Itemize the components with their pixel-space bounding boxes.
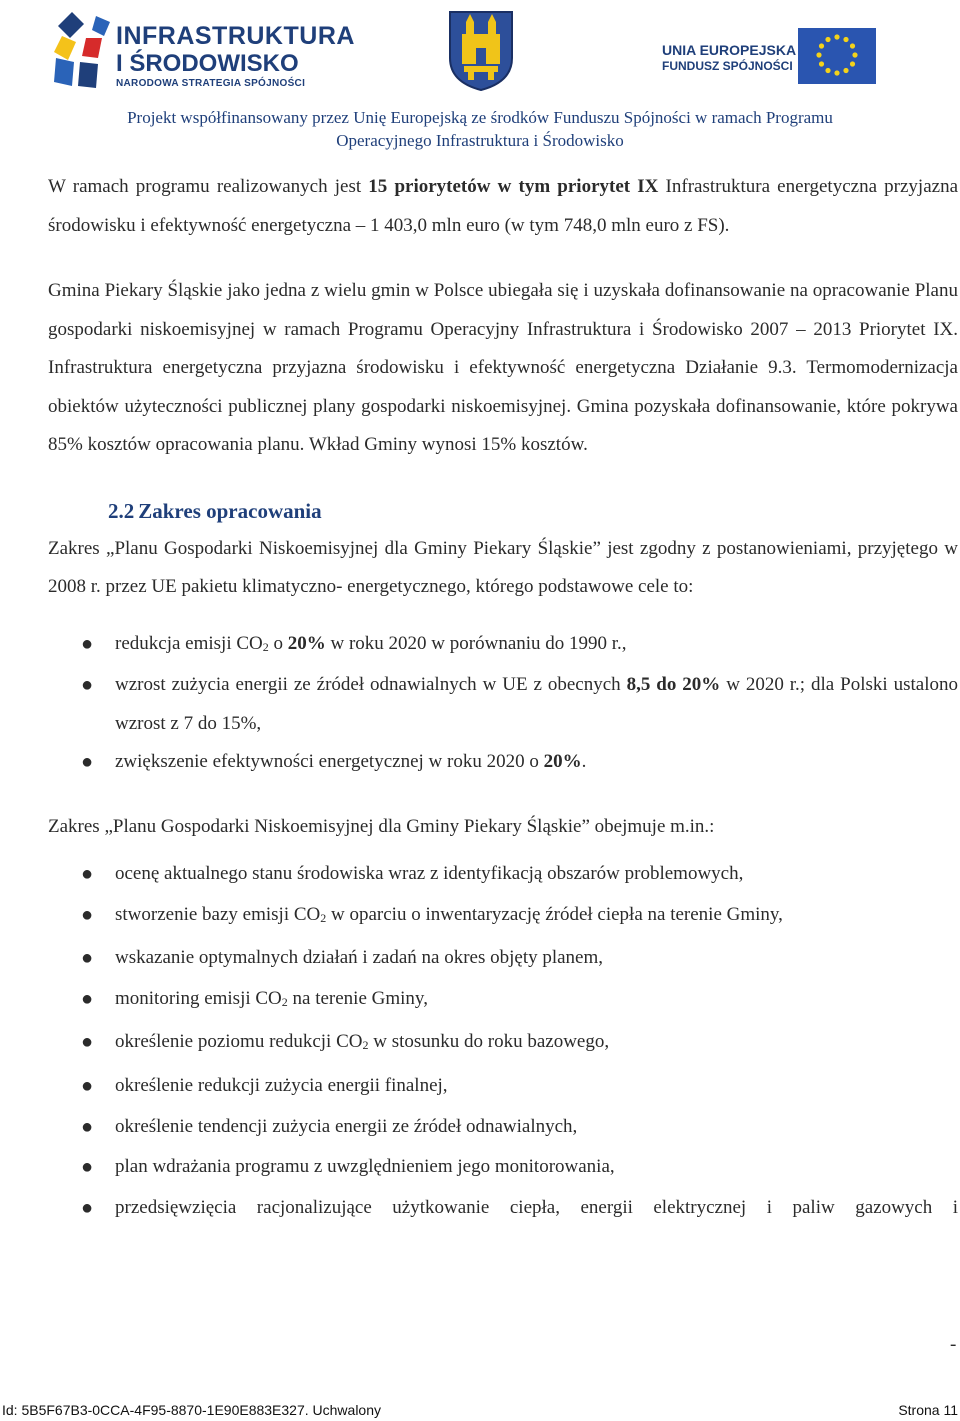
list-item-text: na terenie Gminy, [287, 987, 428, 1009]
list-item-text: określenie tendencji zużycia energii ze źródeł odnawialnych, [115, 1115, 578, 1137]
list-item-bold: 20% [543, 751, 582, 772]
bullet-icon: ● [81, 1031, 94, 1054]
list-item-text: zwiększenie efektywności energetycznej w roku 2020 o [115, 751, 544, 772]
project-line-2: Operacyjnego Infrastruktura i Środowisko [336, 131, 624, 150]
list-item-text: monitoring emisji CO [115, 987, 282, 1009]
paragraph-scope-includes: Zakres „Planu Gospodarki Niskoemisyjnej dla Gminy Piekary Śląskie” obejmuje m.in.: [48, 815, 715, 837]
list-item-text: stworzenie bazy emisji CO [115, 903, 321, 925]
list-item-text: wzrost zużycia energii ze źródeł odnawialnych w UE z obecnych [115, 674, 627, 695]
list-item [48, 938, 958, 979]
bullet-icon: ● [81, 863, 94, 885]
list-item-text: o [268, 632, 288, 654]
subscript: 2 [262, 639, 269, 654]
project-line-1: Projekt współfinansowany przez Unię Europejską ze środków Funduszu Spójności w ramach Programu [127, 108, 833, 127]
list-item-text: redukcja emisji CO [115, 632, 263, 654]
eu-flag-icon [798, 28, 876, 84]
list-item [48, 854, 958, 895]
list-item [48, 1022, 958, 1066]
logo-infrastruktura-i-srodowisko [52, 8, 355, 90]
bullet-icon: ● [81, 987, 94, 1010]
scope-list [48, 854, 958, 1228]
bullet-icon: ● [81, 1074, 94, 1097]
section-number: 2.2 [108, 498, 135, 523]
logo-unia-europejska [662, 28, 876, 84]
list-item-text: w roku 2020 w porównaniu do 1990 r., [325, 632, 627, 654]
list-item-bold: 8,5 do 20% [626, 674, 721, 695]
section-heading [108, 497, 958, 525]
continuation-dash: - [950, 1334, 957, 1355]
subscript: 2 [320, 910, 327, 925]
crest-icon [446, 8, 516, 92]
logo-is-line3: NARODOWA STRATEGIA SPÓJNOŚCI [116, 78, 306, 89]
list-item-text: ocenę aktualnego stanu środowiska wraz z identyfikacją obszarów problemowych, [115, 863, 744, 884]
bullet-icon: ● [81, 947, 94, 970]
logo-ue-line2: FUNDUSZ SPÓJNOŚCI [662, 59, 793, 73]
bullet-icon: ● [81, 1115, 94, 1138]
list-item-text: w 2020 r.; dla Polski ustalono wzrost z 7 do 15%, [115, 674, 958, 734]
document-id: Id: 5B5F67B3-0CCA-4F95-8870-1E90E883E327. Uchwalony [2, 1402, 382, 1418]
section-title: Zakres opracowania [138, 498, 322, 523]
bullet-icon: ● [81, 1196, 94, 1219]
list-item-text: określenie poziomu redukcji CO [115, 1031, 363, 1053]
subscript: 2 [362, 1038, 369, 1053]
paragraph-funding: Gmina Piekary Śląskie jako jedna z wielu gmin w Polsce ubiegała się i uzyskała dofinansowanie na opracowanie Planu gospodarki niskoemisyjnej w ramach Programu Operacyjny Infrastruktura i Środowisko 2007 – 2013 Priorytet IX. Infrastruktura energetyczna przyjazna środowisku i efektywność energetyczna Działanie 9.3. Termomodernizacja obiektów użyteczności publicznej plany gospodarki niskoemisyjnej. Gmina pozyskała dofinansowanie, które pokrywa 85% kosztów opracowania planu. Wkład Gminy wynosi 15% kosztów. [48, 280, 958, 455]
document-body [48, 168, 958, 1228]
list-item [48, 625, 958, 667]
list-item-text: wskazanie optymalnych działań i zadań na okres objęty planem, [115, 947, 604, 969]
p1-text-a: W ramach programu realizowanych jest [48, 176, 369, 197]
project-funding-note [0, 106, 960, 152]
p1-text-bold: 15 priorytetów w tym priorytet IX [368, 176, 659, 197]
list-item-text: . [581, 751, 587, 772]
paragraph-scope-goals: Zakres „Planu Gospodarki Niskoemisyjnej dla Gminy Piekary Śląskie” jest zgodny z postanowieniami, przyjętego w 2008 r. przez UE pakietu klimatyczno- energetycznego, którego podstawowe cele to: [48, 537, 958, 597]
bullet-icon: ● [81, 632, 94, 655]
bullet-icon: ● [81, 903, 94, 926]
bullet-icon: ● [81, 674, 94, 696]
list-item [48, 1188, 958, 1229]
list-item [48, 743, 958, 782]
bullet-icon: ● [81, 751, 94, 773]
p1-text-c: Infrastruktura energetyczna przyjazna środowisku i efektywność energetyczna – 1 403,0 mln euro (w tym 748,0 mln euro z FS). [48, 176, 959, 236]
goals-list [48, 625, 958, 782]
list-item-bold: 20% [287, 632, 326, 654]
logo-ue-line1: UNIA EUROPEJSKA [662, 42, 797, 58]
list-item-text: w oparciu o inwentaryzację źródeł ciepła na terenie Gminy, [326, 903, 783, 925]
list-item-text: plan wdrażania programu z uwzględnieniem jego monitorowania, [115, 1156, 615, 1178]
list-item [48, 1066, 958, 1107]
page-number: Strona 11 [898, 1402, 958, 1418]
paragraph-priorities [48, 168, 958, 245]
list-item [48, 1107, 958, 1148]
list-item-text: przedsięwzięcia racjonalizujące użytkowanie ciepła, energii elektrycznej i paliw gazowych i [115, 1196, 958, 1218]
bullet-icon: ● [81, 1156, 94, 1179]
logo-is-line2: I ŚRODOWISKO [116, 50, 299, 77]
list-item [48, 1147, 958, 1188]
list-item-text: w stosunku do roku bazowego, [368, 1031, 610, 1053]
header-logos [0, 0, 960, 100]
subscript: 2 [281, 994, 288, 1009]
list-item-text: określenie redukcji zużycia energii finalnej, [115, 1074, 448, 1096]
list-item [48, 666, 958, 743]
logo-is-line1: INFRASTRUKTURA [116, 22, 355, 50]
list-item [48, 895, 958, 939]
star-logo-icon [52, 8, 114, 90]
list-item [48, 979, 958, 1023]
logo-coat-of-arms [446, 8, 516, 92]
